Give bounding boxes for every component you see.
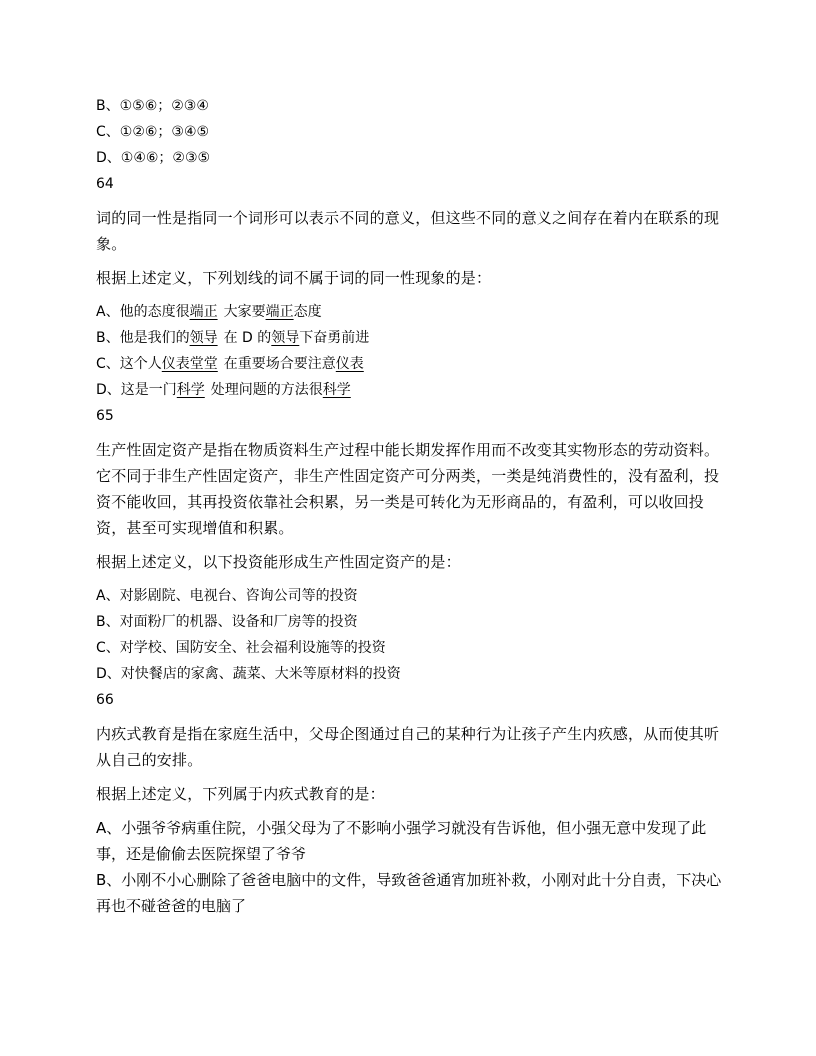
underlined-word: 仪表堂堂 <box>161 356 218 372</box>
option-b: B、他是我们的领导 在 D 的领导下奋勇前进 <box>96 330 370 346</box>
question-prompt: 根据上述定义，下列划线的词不属于词的同一性现象的是： <box>96 269 492 287</box>
question-definition: 生产性固定资产是指在物质资料生产过程中能长期发挥作用而不改变其实物形态的劳动资料。它不同于非生产性固定资产，非生产性固定资产可分两类，一类是纯消费性的，没有盈利，投资不能收回，其再投资依靠社会积累，另一类是可转化为无形商品的，有盈利，可以收回投资，甚至可实现增值和积累。 <box>96 441 720 537</box>
underlined-word: 领导 <box>271 330 300 346</box>
underlined-word: 端正 <box>189 304 218 320</box>
question-number: 64 <box>96 176 114 192</box>
option-a: A、对影剧院、电视台、咨询公司等的投资 <box>96 588 358 604</box>
underlined-word: 科学 <box>176 382 205 398</box>
option-b: B、①⑤⑥；②③④ <box>96 98 209 114</box>
underlined-word: 科学 <box>322 382 351 398</box>
option-c: C、①②⑥；③④⑤ <box>96 124 210 140</box>
question-definition: 词的同一性是指同一个词形可以表示不同的意义，但这些不同的意义之间存在着内在联系的现象。 <box>96 209 720 253</box>
question-prompt: 根据上述定义，以下投资能形成生产性固定资产的是： <box>96 553 461 571</box>
underlined-word: 仪表 <box>335 356 364 372</box>
option-d: D、对快餐店的家禽、蔬菜、大米等原材料的投资 <box>96 666 401 682</box>
option-c: C、这个人仪表堂堂 在重要场合要注意仪表 <box>96 356 364 372</box>
option-d: D、①④⑥；②③⑤ <box>96 150 211 166</box>
option-b: B、对面粉厂的机器、设备和厂房等的投资 <box>96 614 358 630</box>
option-c: C、对学校、国防安全、社会福利设施等的投资 <box>96 640 386 656</box>
option-b: B、小刚不小心删除了爸爸电脑中的文件，导致爸爸通宵加班补救，小刚对此十分自责，下决心再也不碰爸爸的电脑了 <box>96 871 722 915</box>
question-number: 65 <box>96 408 114 424</box>
document-page <box>96 93 726 919</box>
question-66 <box>96 687 726 919</box>
question-65 <box>96 403 726 687</box>
question-prompt: 根据上述定义，下列属于内疚式教育的是： <box>96 785 385 803</box>
question-63-options <box>96 93 726 171</box>
question-number: 66 <box>96 692 114 708</box>
underlined-word: 端正 <box>265 304 294 320</box>
underlined-word: 领导 <box>189 330 218 346</box>
question-definition: 内疚式教育是指在家庭生活中，父母企图通过自己的某种行为让孩子产生内疚感，从而使其听从自己的安排。 <box>96 725 720 769</box>
option-d: D、这是一门科学 处理问题的方法很科学 <box>96 382 351 398</box>
question-64 <box>96 171 726 403</box>
option-a: A、他的态度很端正 大家要端正态度 <box>96 304 322 320</box>
option-a: A、小强爷爷病重住院，小强父母为了不影响小强学习就没有告诉他，但小强无意中发现了此事，还是偷偷去医院探望了爷爷 <box>96 819 707 863</box>
